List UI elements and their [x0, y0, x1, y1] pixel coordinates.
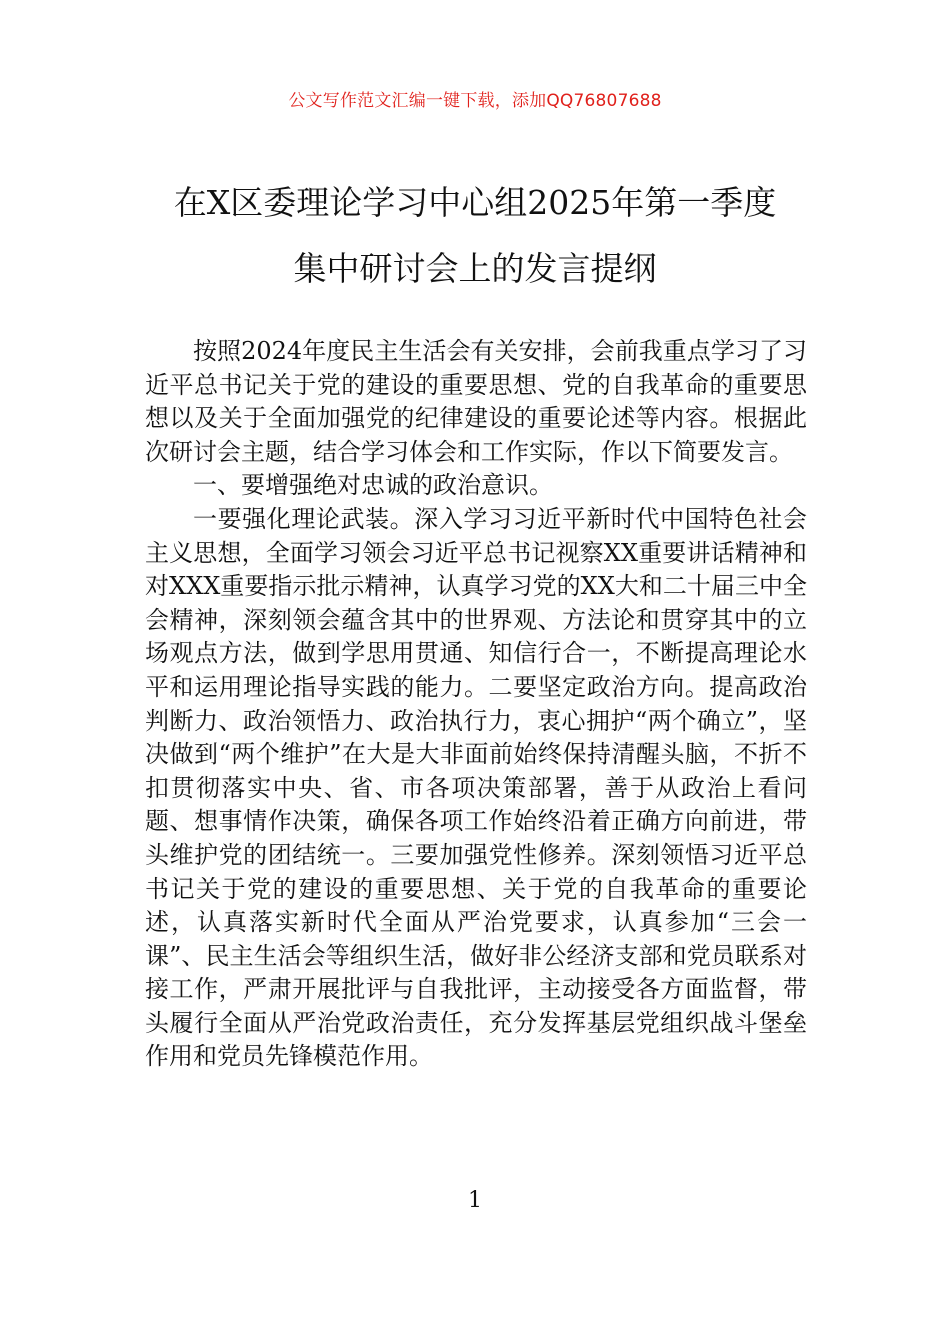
header-download-note: 公文写作范文汇编一键下载，添加QQ76807688 [288, 91, 662, 111]
page-number: 1 [468, 1188, 482, 1213]
document-title [0, 170, 950, 302]
title-line-2: 集中研讨会上的发言提纲 [293, 249, 657, 288]
document-body [145, 335, 807, 1074]
title-line-1: 在X区委理论学习中心组2025年第一季度 [173, 183, 777, 222]
paragraph-intro: 按照2024年度民主生活会有关安排，会前我重点学习了习近平总书记关于党的建设的重要思想、党的自我革命的重要思想以及关于全面加强党的纪律建设的重要论述等内容。根据此次研讨会主题，结合学习体会和工作实际，作以下简要发言。 [145, 337, 807, 466]
paragraph-section-1-content: 一要强化理论武装。深入学习习近平新时代中国特色社会主义思想，全面学习领会习近平总书记视察XX重要讲话精神和对XXX重要指示批示精神，认真学习党的XX大和二十届三中全会精神，深刻领会蕴含其中的世界观、方法论和贯穿其中的立场观点方法，做到学思用贯通、知信行合一，不断提高理论水平和运用理论指导实践的能力。二要坚定政治方向。提高政治判断力、政治领悟力、政治执行力，衷心拥护“两个确立”，坚决做到“两个维护”在大是大非面前始终保持清醒头脑，不折不扣贯彻落实中央、省、市各项决策部署，善于从政治上看问题、想事情作决策，确保各项工作始终沿着正确方向前进，带头维护党的团结统一。三要加强党性修养。深刻领悟习近平总书记关于党的建设的重要思想、关于党的自我革命的重要论述，认真落实新时代全面从严治党要求，认真参加“三会一课”、民主生活会等组织生活，做好非公经济支部和党员联系对接工作，严肃开展批评与自我批评，主动接受各方面监督，带头履行全面从严治党政治责任，充分发挥基层党组织战斗堡垒作用和党员先锋模范作用。 [145, 504, 807, 1071]
section-heading-1: 一、要增强绝对忠诚的政治意识。 [193, 471, 553, 500]
